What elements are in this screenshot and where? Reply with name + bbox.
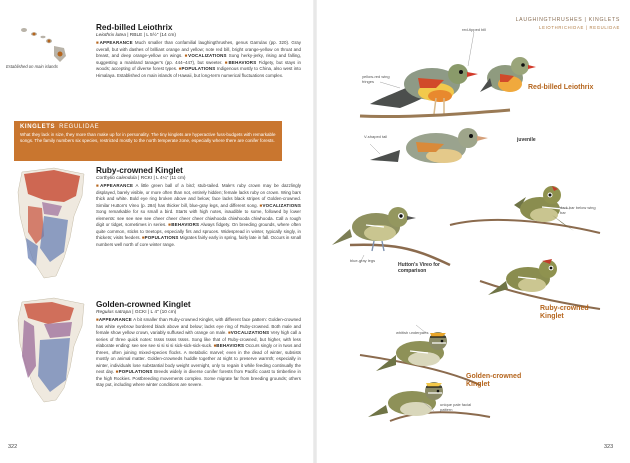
golden-title: Golden-crowned Kinglet [96, 300, 191, 309]
page-number-left: 322 [8, 444, 18, 450]
leiothrix-scientific [96, 33, 176, 38]
note-blue-gray-legs: blue-gray legs [350, 258, 376, 263]
leiothrix-appearance-key: APPEARANCE [99, 40, 133, 45]
label-huttons-vireo: Hutton's Vireo for comparison [398, 262, 440, 274]
huttons-vireo-bird [332, 207, 416, 251]
ruby-scientific: Corthylio calendula | RCKI | L 4¼" (11 cm) [96, 176, 186, 181]
family-heading: KINGLETS REGULIDAE [20, 124, 100, 130]
label-ruby-crowned: Ruby-crowned Kinglet [540, 305, 589, 320]
book-gutter [313, 0, 317, 463]
label-juvenile: juvenile [517, 137, 536, 143]
note-whitish-underparts: whitish underparts [396, 330, 429, 335]
note-unique-face: unique pale facial pattern [440, 402, 472, 412]
note-dark-bar: dark bar below wing bar [560, 205, 596, 215]
note-v-tail: V-shaped tail [364, 134, 388, 139]
leiothrix-description: ■APPEARANCE Much smaller than confamilial laughingthrushes, genus Garrulax (pp. 320). Gray overall, but with dashes of brilliant orange and yellow; note red bill, bright orange-yellow on throat and breast, and deep orange-yellow on wings. ■VOCALIZATIONS Song herky-jerky, rising and falling, suggesting a mainland tanager's (pp. 444–447), but sweeter. ■BEHAVIORS Fidgety, but stays in woods; accepting of diverse forest types. ■POPULATIONS Indigenous mostly to China, also west into Himalaya. Established on main islands of Hawaii, but long-term numerical fluctuations complex. [96, 40, 302, 78]
note-wing-fringes: yellow-red wing fringes [362, 74, 390, 84]
leiothrix-title: Red-billed Leiothrix [96, 23, 173, 32]
ruby-description: ■APPEARANCE A little green ball of a bird; stub-tailed. Male's ruby crown may be dazzlingly displayed, barely visible, or more often than not, entirely hidden; female lacks ruby on crown. Wing bars thick and white. Bold eye ring broken above and below; face lacks black stripes of Golden-crowned. Similar Hutton's Vireo (p. 284) has thicker bill, blue-gray legs, and different song. ■VOCALIZATIONS Song remarkable for so small a bird. Starts with high notes, inaudible to some, followed by lower elements: see see see see cheer cheer cheer cheer chiwhooda chiwhooda chiwhooda. Call a rough digit or tidget, sometimes in series. ■BEHAVIORS Always fidgety. On breeding grounds, where often quite common, sticks to treetops, especially firs and spruces. Widespread in winter, typically singly, in thickets; visits feeders. ■POPULATIONS Migrates fairly early in spring, fairly late in fall. Occurs in small numbers well north of core winter range. [96, 183, 302, 247]
page-number-right: 323 [604, 444, 614, 450]
island-kauai [21, 28, 27, 32]
golden-scientific: Regulus satrapa | GCKI | L 4" (10 cm) [96, 310, 177, 315]
map-caption: Established on main islands [6, 64, 58, 69]
running-head: LAUGHINGTHRUSHES | KINGLETS [515, 17, 620, 23]
golden-description: ■APPEARANCE A bit smaller than Ruby-crowned Kinglet, with different face pattern: Golden-crowned has white eyebrow bordered black above and below; lacks eye ring of Ruby-crowned. Both male and female show yellow crown, variably suffused with orange on male. ■VOCALIZATIONS Very high call a series of three quick notes: tssss tssss tssss. Song like that of Ruby-crowned, but higher, with less elaborate ending: see see see si si si si sick-sick-sick-suck. ■BEHAVIORS Occurs singly or in twos and threes, often joining mixed-species flocks. A metabolic marvel; even in the dead of winter, subsists mostly on animal matter. Golden-crowneds huddle together at night to preserve warmth; especially in winter, individuals lose substantial body weight overnight, only to regain it while feeding continually the next day. ■POPULATIONS Breeds widely in diverse conifer forests from Pacific coast to timberline in the high Rockies. Postbreeding movements complex. Some migrate far from breeding grounds; others stay put, including where winter conditions are severe. [96, 317, 302, 388]
island-molokai [41, 36, 46, 38]
leiothrix-illustration [340, 26, 560, 186]
running-subhead: LEIOTHRICHIDAE | REGULIDAE [539, 25, 620, 30]
note-red-tipped-bill: red-tipped bill [462, 27, 487, 32]
golden-crowned-range-map [14, 296, 88, 406]
hawaii-range-map [14, 22, 74, 64]
leiothrix-adult-1 [370, 64, 478, 114]
ruby-title: Ruby-crowned Kinglet [96, 166, 183, 175]
family-intro: What they lack in size, they more than make up for in personality. The tiny kinglets are hyperactive fuss-budgets with remarkable songs. The family numbers six species, restricted mostly to the north temperate zone, especially where there are conifer forests. [20, 132, 276, 144]
kinglets-family-band [14, 121, 282, 161]
label-golden-crowned: Golden-crowned Kinglet [466, 373, 522, 388]
leiothrix-sci-name: Leiothrix lutea [96, 33, 126, 38]
ruby-crowned-range-map [14, 166, 88, 284]
leiothrix-code: | RBLE | L 5½" (14 cm) [127, 33, 177, 38]
label-leiothrix: Red-billed Leiothrix [528, 84, 594, 91]
ruby-kinglet-middle [488, 259, 557, 295]
